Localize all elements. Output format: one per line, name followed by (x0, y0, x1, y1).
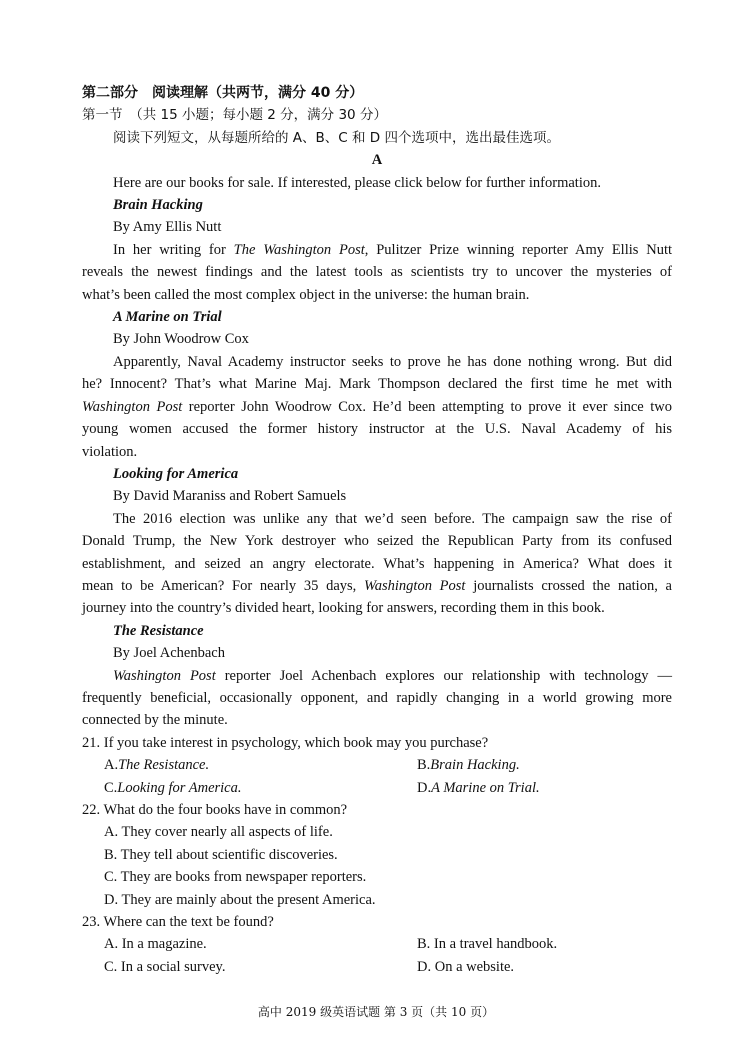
book-description-line: connected by the minute. (82, 712, 228, 729)
option-b: B.Brain Hacking. (417, 757, 520, 774)
option-row (82, 754, 672, 776)
page-footer: 高中 2019 级英语试题 第 3 页（共 10 页） (257, 1005, 495, 1019)
book-description-line: young women accused the former history instructor at the U.S. Naval Academy of his (82, 421, 672, 438)
passage-intro: Here are our books for sale. If interested, please click below for further information. (113, 174, 601, 191)
option-d: D. On a website. (417, 958, 515, 975)
question-list (82, 732, 672, 978)
section-title: 第一节 （共 15 小题；每小题 2 分，满分 30 分） (82, 107, 387, 124)
newspaper-name: Washington Post (364, 577, 466, 594)
book-description-line: frequently beneficial, occasionally opponent, and rapidly changing in a world growing more (82, 689, 672, 706)
question-stem: 22. What do the four books have in common? (82, 802, 348, 818)
text-segment: reporter Joel Achenbach explores our relationship with technology — (215, 667, 672, 684)
option-row (82, 933, 672, 955)
option-b: B. In a travel handbook. (417, 936, 558, 953)
option-b: B. They tell about scientific discoveries. (104, 846, 338, 863)
book-description-line: violation. (82, 443, 138, 460)
book-description-line (82, 396, 672, 418)
passage-label: A (371, 152, 383, 169)
newspaper-name: Washington Post (82, 398, 183, 415)
book-description-line (82, 665, 672, 687)
content-column (82, 82, 672, 978)
book-title: The Resistance (113, 622, 204, 639)
option-a: A. In a magazine. (104, 936, 207, 953)
option-row (82, 777, 672, 799)
text-segment: In her writing for (113, 241, 234, 258)
option-d: D.A Marine on Trial. (417, 779, 540, 796)
option-d: D. They are mainly about the present America. (104, 891, 376, 908)
question-stem: 21. If you take interest in psychology, which book may you purchase? (82, 734, 489, 751)
book-description-line: Apparently, Naval Academy instructor seeks to prove he has done nothing wrong. But did (113, 353, 672, 370)
book-description-line: he? Innocent? That’s what Marine Maj. Mark Thompson declared the first time he met with (82, 376, 672, 393)
text-segment: reporter John Woodrow Cox. He’d been attempting to prove it ever since two (182, 398, 672, 415)
option-row (82, 956, 672, 978)
newspaper-name: Washington Post (113, 667, 216, 684)
book-description-line (82, 239, 672, 261)
option-a: A.The Resistance. (104, 757, 210, 774)
book-title: A Marine on Trial (113, 309, 222, 326)
book-title: Brain Hacking (113, 197, 203, 214)
option-c: C. They are books from newspaper reporters. (104, 869, 367, 886)
option-a: A. They cover nearly all aspects of life. (104, 824, 333, 841)
book-description-line: Donald Trump, the New York destroyer who seized the Republican Party from its confused (82, 533, 672, 550)
book-description-line: establishment, and seized an angry electorate. What’s happening in America? What does it (82, 555, 672, 572)
text-segment: , Pulitzer Prize winning reporter Amy Ellis Nutt (364, 241, 672, 258)
book-description-line: what’s been called the most complex object in the universe: the human brain. (82, 286, 530, 303)
book-author: By Joel Achenbach (113, 645, 225, 662)
book-title: Looking for America (113, 465, 239, 482)
book-description-line (82, 575, 672, 597)
book-list (82, 194, 672, 732)
book-author: By Amy Ellis Nutt (113, 219, 222, 236)
text-segment: mean to be American? For nearly 35 days, (82, 577, 365, 594)
question-stem: 23. Where can the text be found? (82, 914, 274, 931)
text-segment: journalists crossed the nation, a (465, 577, 672, 594)
option-c: C. In a social survey. (104, 958, 226, 975)
option-c: C.Looking for America. (104, 779, 242, 796)
book-description-line: The 2016 election was unlike any that we’d seen before. The campaign saw the rise of (113, 510, 672, 527)
part-title: 第二部分 阅读理解（共两节，满分 40 分） (82, 85, 364, 101)
book-description-line: journey into the country’s divided heart, looking for answers, recording them in this book. (82, 600, 605, 617)
newspaper-name: The Washington Post (233, 241, 365, 258)
book-author: By John Woodrow Cox (113, 331, 249, 348)
book-author: By David Maraniss and Robert Samuels (113, 488, 347, 505)
book-description-line: reveals the newest findings and the latest tools as scientists try to uncover the mysteries of (82, 264, 672, 281)
instructions: 阅读下列短文，从每题所给的 A、B、C 和 D 四个选项中，选出最佳选项。 (113, 129, 560, 146)
